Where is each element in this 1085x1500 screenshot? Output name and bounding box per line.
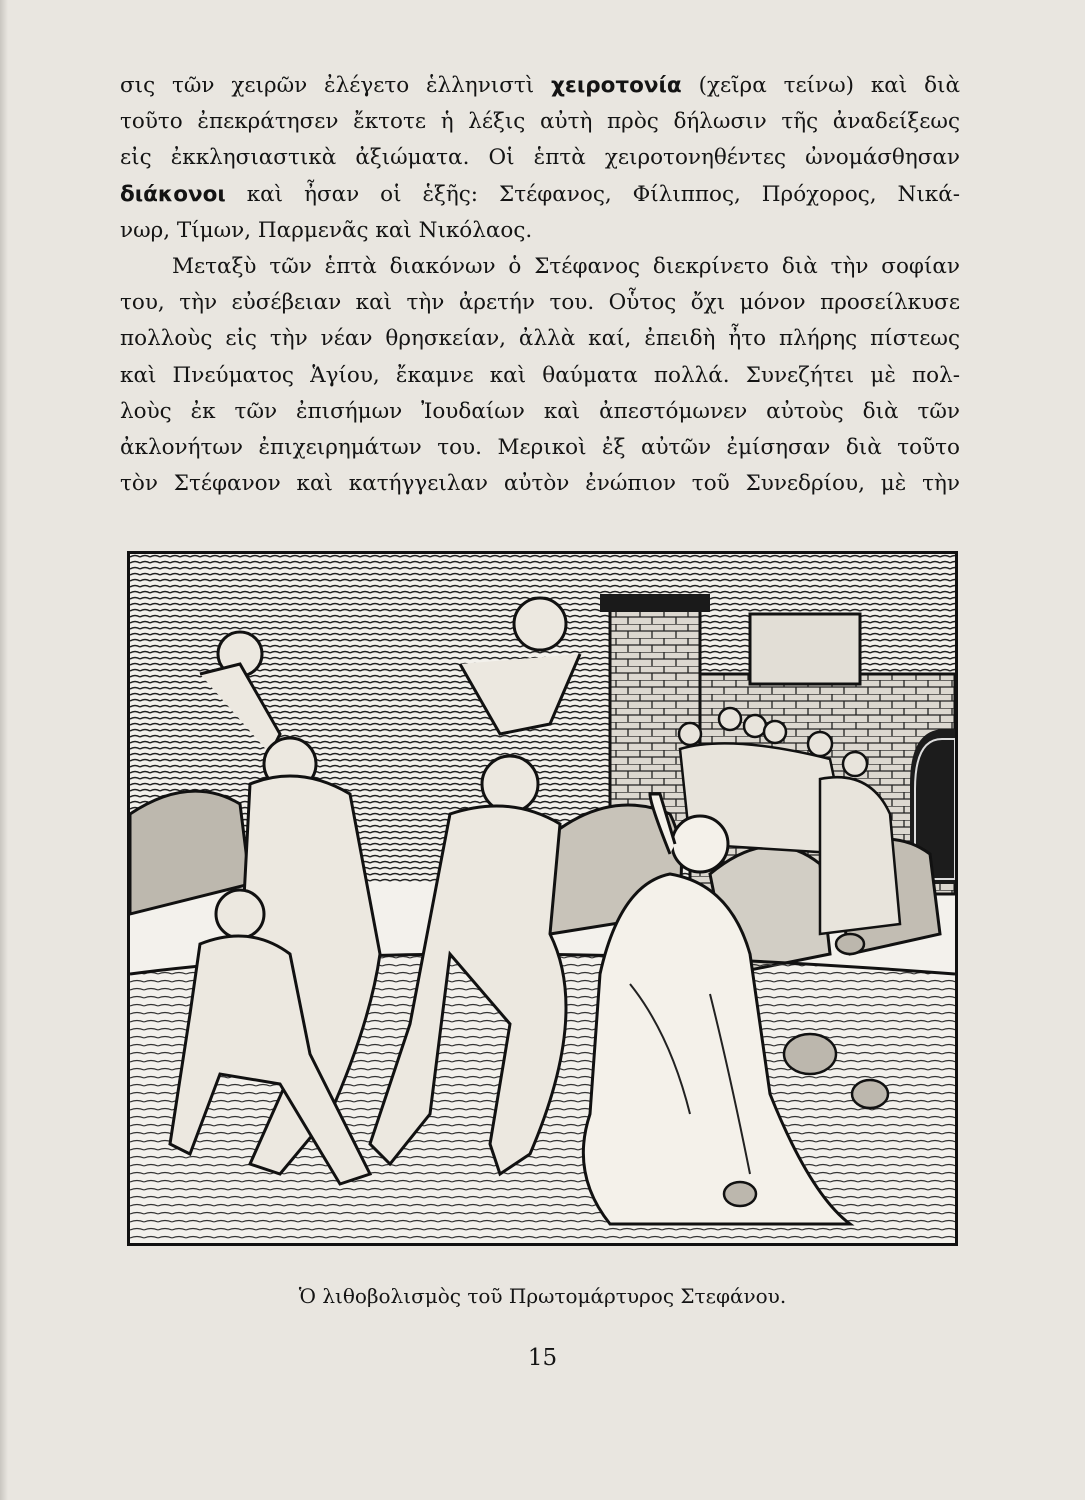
text-line: εἰς ἐκκλησιαστικὰ ἀξιώματα. Οἱ ἑπτὰ χειροτονηθέντες ὠνομάσθησαν bbox=[120, 145, 960, 171]
paragraph-2 bbox=[120, 249, 960, 502]
text-line: νωρ, Τίμων, Παρμενᾶς καὶ Νικόλαος. bbox=[120, 217, 533, 243]
paragraph-1 bbox=[120, 68, 960, 249]
text-line: τὸν Στέφανον καὶ κατήγγειλαν αὐτὸν ἐνώπιον τοῦ Συνεδρίου, μὲ τὴν bbox=[120, 471, 960, 497]
page-number: 15 bbox=[527, 1345, 558, 1371]
text-line: διάκονοι καὶ ἦσαν οἱ ἑξῆς: Στέφανος, Φίλιππος, Πρόχορος, Νικά- bbox=[120, 181, 960, 207]
text-line: τοῦτο ἐπεκράτησεν ἔκτοτε ἡ λέξις αὐτὴ πρὸς δήλωσιν τῆς ἀναδείξεως bbox=[120, 109, 960, 135]
text-line: Μεταξὺ τῶν ἑπτὰ διακόνων ὁ Στέφανος διεκρίνετο διὰ τὴν σοφίαν bbox=[172, 254, 960, 280]
page-edge-shadow bbox=[0, 0, 8, 1500]
stoning-illustration bbox=[127, 551, 958, 1246]
body-text bbox=[120, 68, 960, 502]
term-diakonoi: διάκονοι bbox=[120, 181, 226, 207]
text-line: καὶ Πνεύματος Ἁγίου, ἔκαμνε καὶ θαύματα πολλά. Συνεζήτει μὲ πολ- bbox=[120, 362, 960, 388]
text-line: πολλοὺς εἰς τὴν νέαν θρησκείαν, ἀλλὰ καί, ἐπειδὴ ἦτο πλήρης πίστεως bbox=[120, 326, 960, 352]
text-line: σις τῶν χειρῶν ἐλέγετο ἑλληνιστὶ χειροτονία (χεῖρα τείνω) καὶ διὰ bbox=[120, 73, 960, 98]
text-line: ἀκλονήτων ἐπιχειρημάτων του. Μερικοὶ ἐξ αὐτῶν ἐμίσησαν διὰ τοῦτο bbox=[120, 435, 960, 461]
text-line: λοὺς ἐκ τῶν ἐπισήμων Ἰουδαίων καὶ ἀπεστόμωνεν αὐτοὺς διὰ τῶν bbox=[120, 398, 960, 424]
term-cheirotonia: χειροτονία bbox=[551, 73, 682, 98]
figure-caption: Ὁ λιθοβολισμὸς τοῦ Πρωτομάρτυρος Στεφάνου. bbox=[298, 1284, 787, 1308]
woodcut-engraving bbox=[130, 554, 955, 1243]
text-line: του, τὴν εὐσέβειαν καὶ τὴν ἀρετήν του. Οὗτος ὄχι μόνον προσείλκυσε bbox=[120, 290, 960, 316]
